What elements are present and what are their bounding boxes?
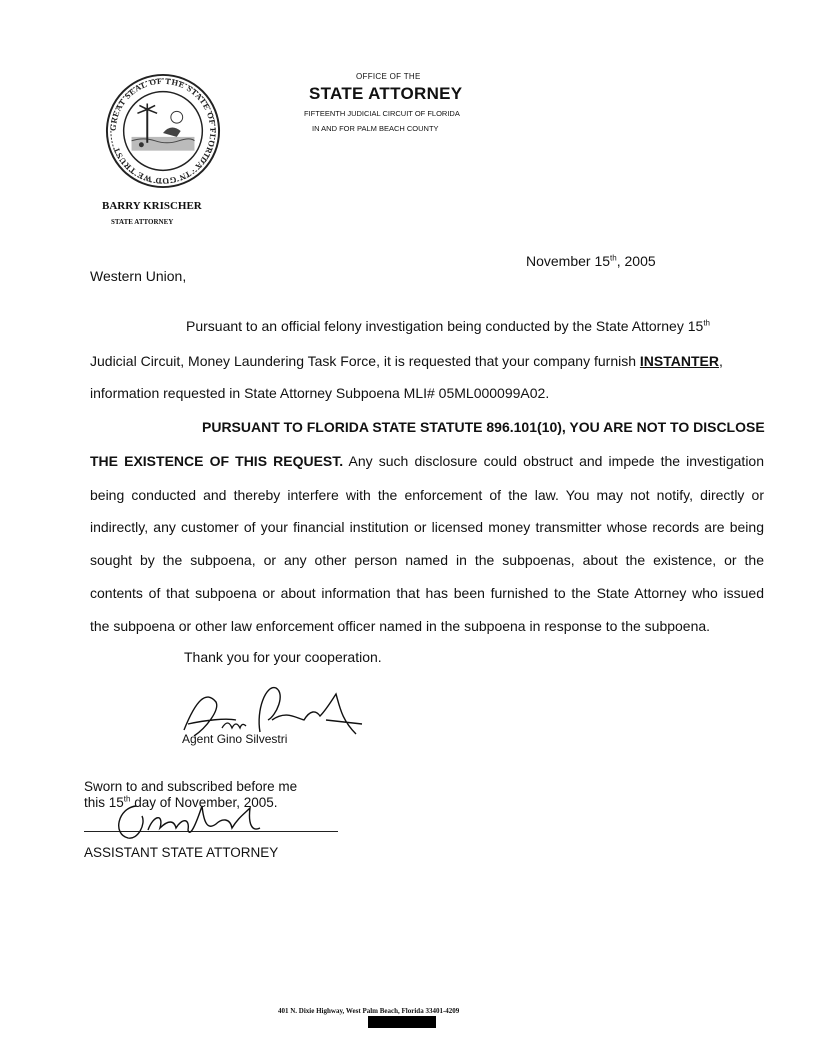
- paragraph2-line1: PURSUANT TO FLORIDA STATE STATUTE 896.101(10), YOU ARE NOT TO DISCLOSE: [202, 419, 765, 435]
- paragraph2-line3: being conducted and thereby interfere with the enforcement of the law. You may not notify, directly or: [90, 487, 764, 503]
- redaction-block: [368, 1016, 436, 1028]
- office-of-label: OFFICE OF THE: [356, 72, 421, 81]
- paragraph2-line4: indirectly, any customer of your financial institution or licensed money transmitter whose records are being: [90, 519, 764, 535]
- office-title: STATE ATTORNEY: [309, 84, 463, 103]
- addressee: Western Union,: [90, 268, 187, 284]
- sender-title: STATE ATTORNEY: [111, 218, 174, 226]
- paragraph1-line2: Judicial Circuit, Money Laundering Task Force, it is requested that your company furnish INSTANTER,: [90, 353, 723, 369]
- paragraph1-line1: Pursuant to an official felony investigation being conducted by the State Attorney 15th: [186, 318, 710, 334]
- paragraph2-line7: the subpoena or other law enforcement officer named in the subpoena in response to the subpoena.: [90, 618, 711, 634]
- sworn-line2: this 15th day of November, 2005.: [84, 794, 278, 810]
- office-circuit: FIFTEENTH JUDICIAL CIRCUIT OF FLORIDA: [304, 109, 460, 118]
- paragraph1-line3: information requested in State Attorney Subpoena MLI# 05ML000099A02.: [90, 385, 550, 401]
- paragraph2-line6: contents of that subpoena or about information that has been furnished to the State Attorney who issued: [90, 585, 764, 601]
- closing-line: Thank you for your cooperation.: [184, 649, 382, 665]
- footer-address: 401 N. Dixie Highway, West Palm Beach, Florida 33401-4209: [278, 1007, 460, 1015]
- state-seal: [104, 72, 222, 190]
- paragraph2-line5: sought by the subpoena, or any other person named in the subpoenas, about the existence, or the: [90, 552, 764, 568]
- asa-title: ASSISTANT STATE ATTORNEY: [84, 845, 279, 860]
- office-county: IN AND FOR PALM BEACH COUNTY: [312, 124, 439, 133]
- paragraph2-line2: THE EXISTENCE OF THIS REQUEST. Any such disclosure could obstruct and impede the investigation: [90, 453, 764, 469]
- sworn-line1: Sworn to and subscribed before me: [84, 779, 298, 794]
- agent-name: Agent Gino Silvestri: [182, 732, 288, 746]
- svg-text:GREAT SEAL OF THE STATE OF FLO: GREAT SEAL OF THE STATE OF FLORIDA · IN GOD WE TRUST: [108, 76, 218, 186]
- letter-date: November 15th, 2005: [526, 253, 656, 269]
- sender-name: BARRY KRISCHER: [102, 200, 202, 212]
